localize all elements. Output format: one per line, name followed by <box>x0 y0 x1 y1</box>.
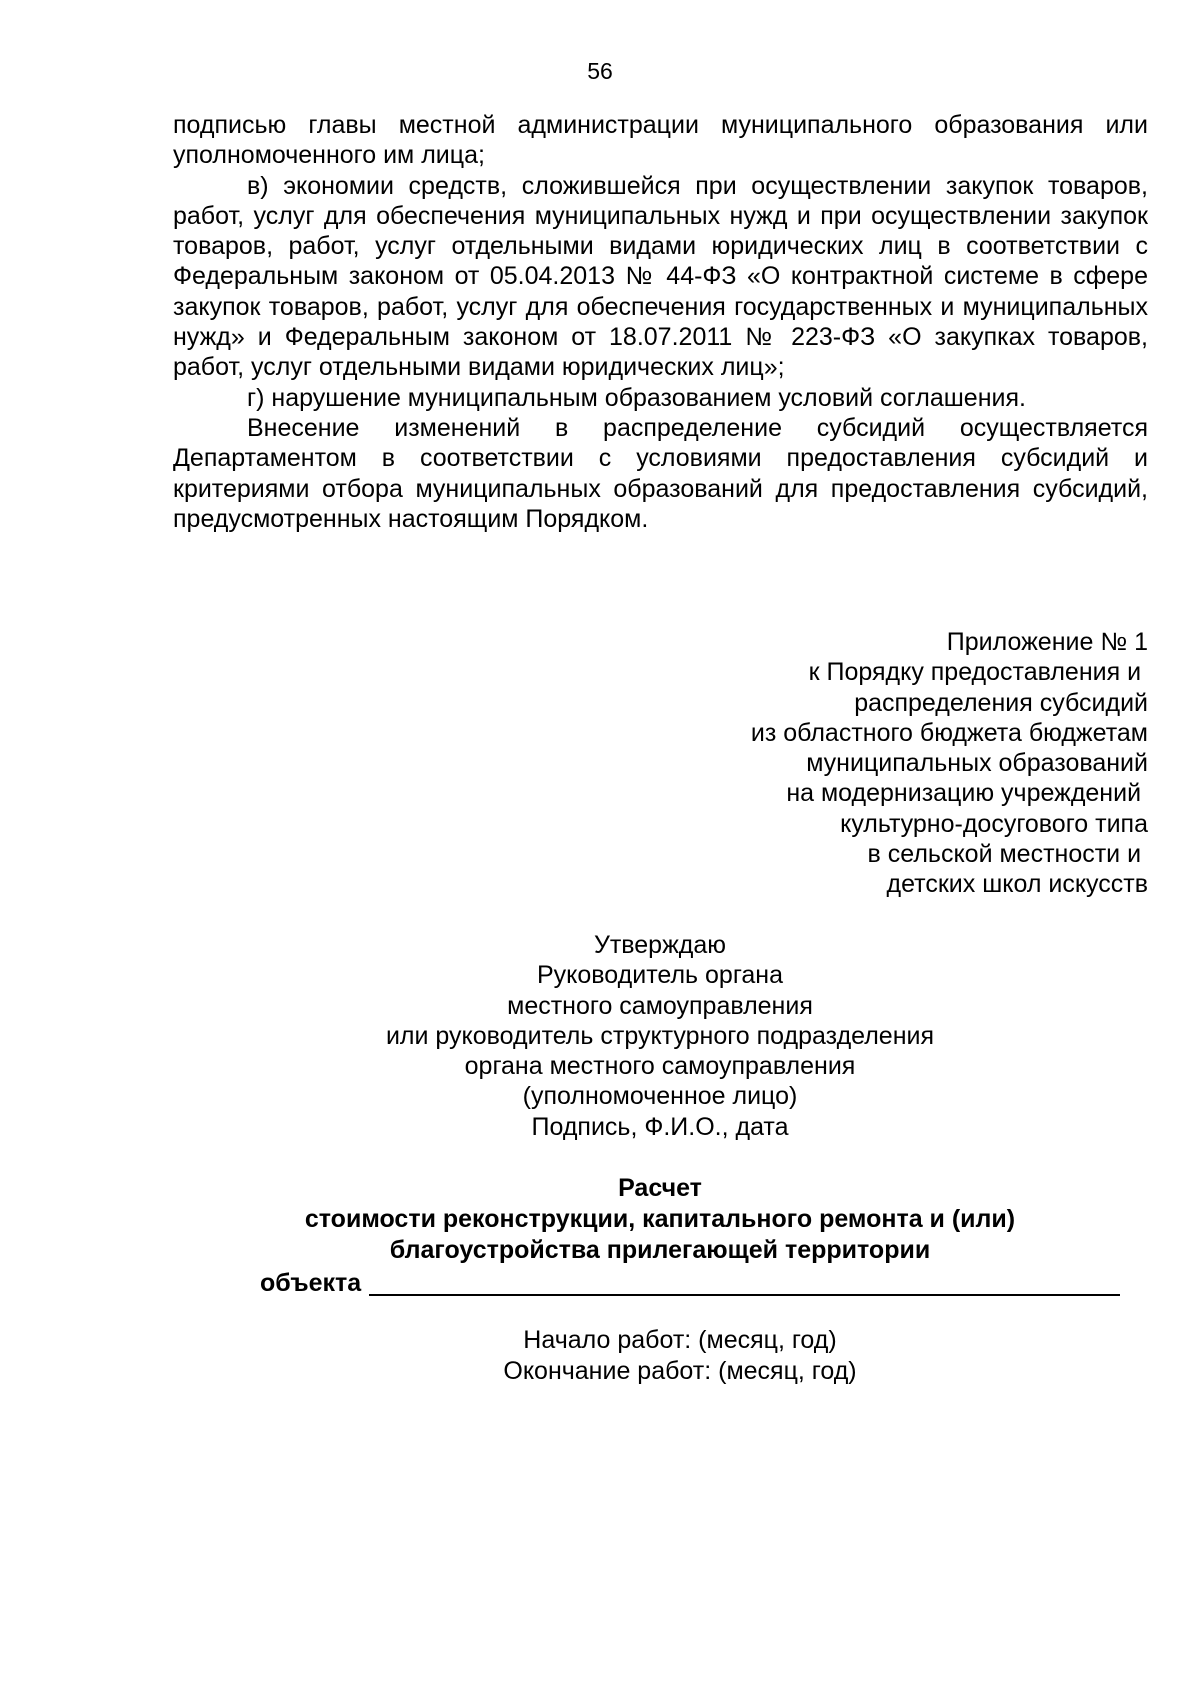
appendix-line: к Порядку предоставления и <box>808 658 1148 687</box>
appendix-line: из областного бюджета бюджетам <box>750 718 1148 747</box>
approval-line: местного самоуправления <box>507 991 813 1020</box>
appendix-line: на модернизацию учреждений <box>786 779 1148 808</box>
calculation-subtitle: стоимости реконструкции, капитального ремонта и (или) <box>304 1205 1016 1233</box>
body-text <box>173 110 1148 534</box>
work-dates <box>230 1325 1130 1387</box>
start-date-line: Начало работ: (месяц, год) <box>523 1326 837 1354</box>
approval-block <box>230 930 1090 1142</box>
object-field <box>260 1268 1120 1299</box>
appendix-line: муниципальных образований <box>806 749 1148 778</box>
appendix-line: Приложение № 1 <box>946 628 1148 656</box>
object-blank-line[interactable] <box>369 1269 1120 1296</box>
calculation-title-block <box>200 1173 1120 1266</box>
approval-line: Утверждаю <box>593 931 727 959</box>
body-paragraph: подписью главы местной администрации муниципального образования или уполномоченного им лица; <box>173 111 1148 170</box>
body-paragraph: г) нарушение муниципальным образованием условий соглашения. <box>247 383 1026 412</box>
appendix-line: распределения субсидий <box>854 688 1148 717</box>
approval-line: органа местного самоуправления <box>464 1052 856 1081</box>
approval-line: (уполномоченное лицо) <box>522 1082 798 1111</box>
appendix-line: культурно-досугового типа <box>840 809 1148 838</box>
appendix-line: в сельской местности и <box>867 840 1148 869</box>
end-date-line: Окончание работ: (месяц, год) <box>503 1357 857 1385</box>
object-label: объекта <box>260 1269 362 1297</box>
calculation-title: Расчет <box>618 1174 702 1202</box>
approval-line: Руководитель органа <box>537 961 783 990</box>
body-paragraph: Внесение изменений в распределение субсидий осуществляется Департаментом в соответствии с условиями предоставления субсидий и критериями отбора муниципальных образований для предоставления субсидий, предусмотренных настоящим Порядком. <box>173 413 1148 533</box>
approval-line: или руководитель структурного подразделения <box>385 1021 935 1050</box>
calculation-subtitle: благоустройства прилегающей территории <box>389 1236 931 1264</box>
approval-line: Подпись, Ф.И.О., дата <box>531 1112 789 1141</box>
appendix-heading <box>600 627 1148 900</box>
appendix-line: детских школ искусств <box>886 870 1148 899</box>
page-number: 56 <box>587 58 613 84</box>
body-paragraph: в) экономии средств, сложившейся при осуществлении закупок товаров, работ, услуг для обеспечения муниципальных нужд и при осуществлении закупок товаров, работ, услуг отдельными видами юридических лиц в соответствии с Федеральным законом от 05.04.2013 № 44-ФЗ «О контрактной системе в сфере закупок товаров, работ, услуг для обеспечения государственных и муниципальных нужд» и Федеральным законом от 18.07.2011 № 223-ФЗ «О закупках товаров, работ, услуг отдельными видами юридических лиц»; <box>173 171 1148 382</box>
